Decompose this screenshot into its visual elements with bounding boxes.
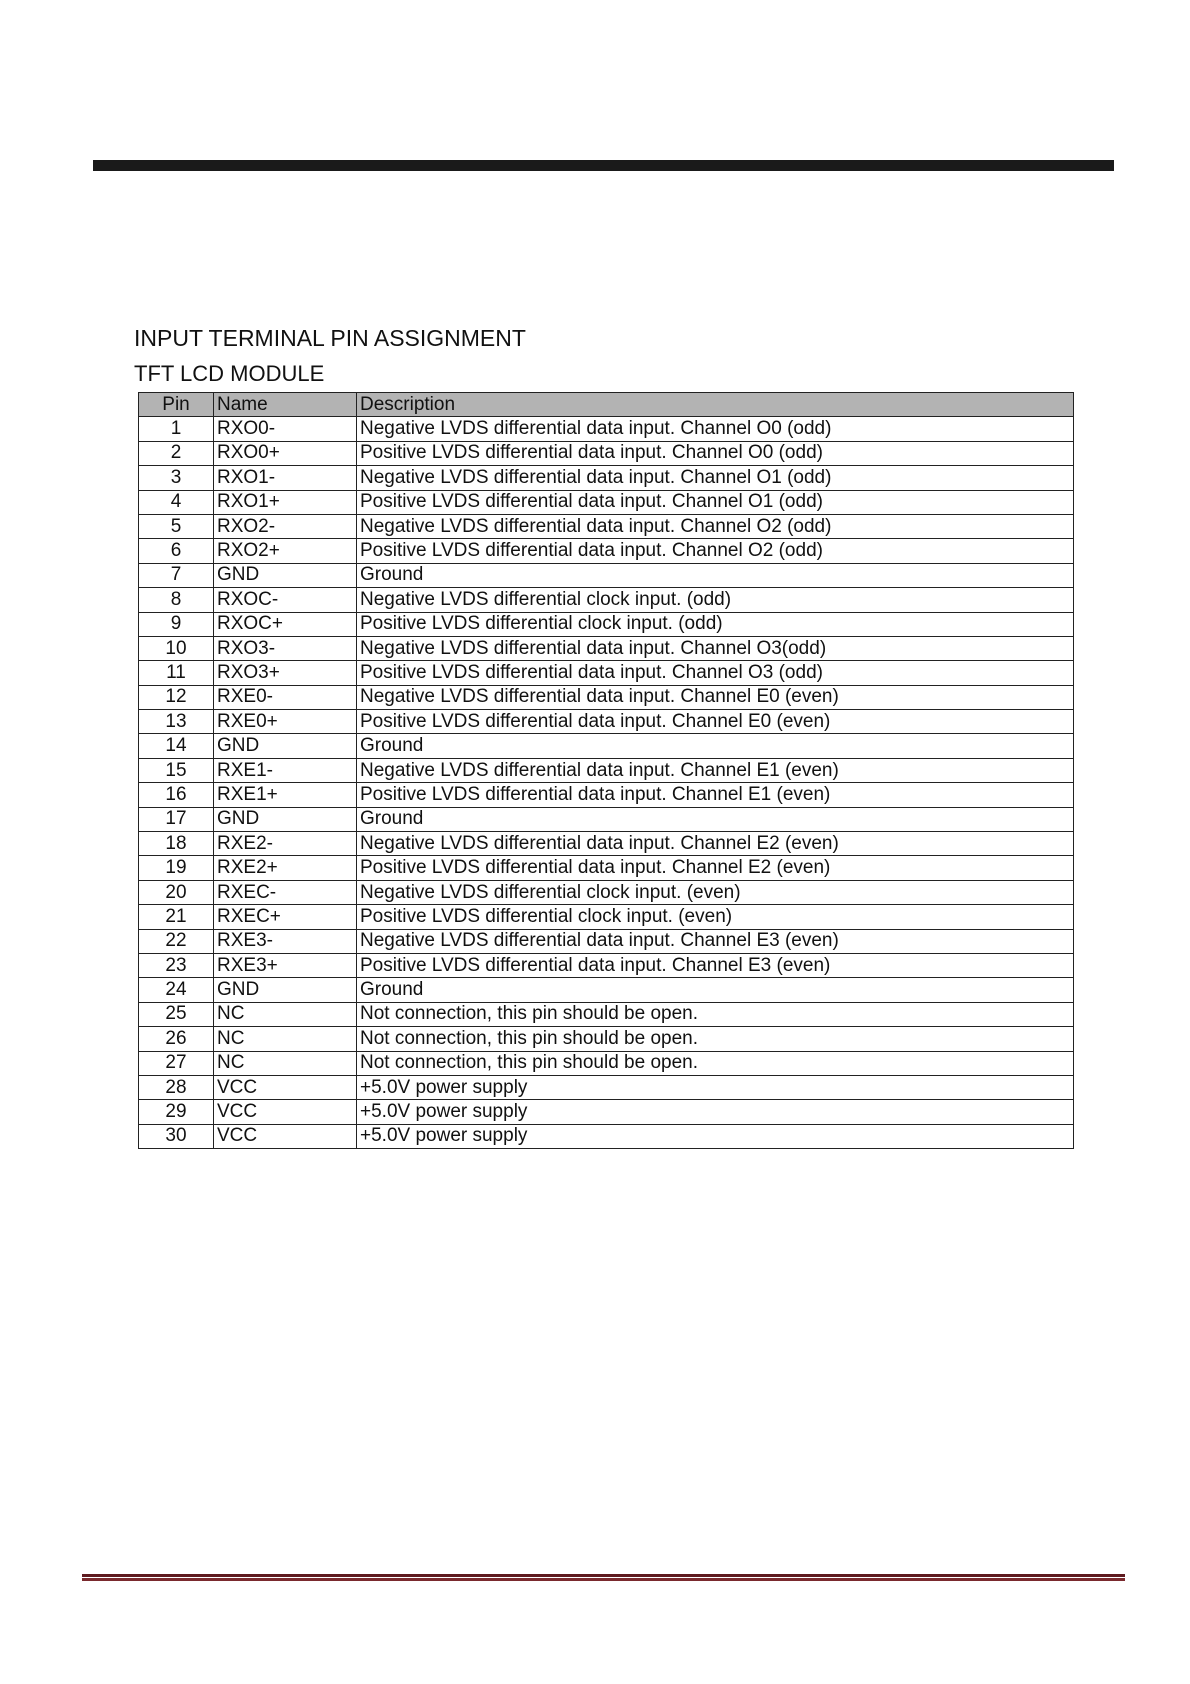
description-cell: +5.0V power supply bbox=[357, 1124, 1074, 1148]
table-row bbox=[139, 734, 1074, 758]
table-row bbox=[139, 490, 1074, 514]
pin-cell: 30 bbox=[139, 1124, 214, 1148]
name-cell: RXO1- bbox=[214, 466, 357, 490]
pin-cell: 14 bbox=[139, 734, 214, 758]
table-row bbox=[139, 1075, 1074, 1099]
name-cell: RXO0- bbox=[214, 417, 357, 441]
description-cell: Ground bbox=[357, 563, 1074, 587]
pin-cell: 23 bbox=[139, 953, 214, 977]
pin-cell: 21 bbox=[139, 905, 214, 929]
name-cell: RXE1- bbox=[214, 758, 357, 782]
name-cell: VCC bbox=[214, 1124, 357, 1148]
name-cell: GND bbox=[214, 734, 357, 758]
pin-cell: 26 bbox=[139, 1027, 214, 1051]
name-cell: GND bbox=[214, 807, 357, 831]
description-cell: Positive LVDS differential data input. Channel E1 (even) bbox=[357, 783, 1074, 807]
pin-cell: 20 bbox=[139, 880, 214, 904]
description-cell: Negative LVDS differential data input. Channel O2 (odd) bbox=[357, 514, 1074, 538]
description-cell: Positive LVDS differential data input. Channel O1 (odd) bbox=[357, 490, 1074, 514]
table-row bbox=[139, 563, 1074, 587]
pin-cell: 27 bbox=[139, 1051, 214, 1075]
table-row bbox=[139, 832, 1074, 856]
header-description: Description bbox=[357, 393, 1074, 417]
description-cell: Positive LVDS differential data input. Channel E2 (even) bbox=[357, 856, 1074, 880]
description-cell: Negative LVDS differential data input. Channel O3(odd) bbox=[357, 636, 1074, 660]
name-cell: RXE2+ bbox=[214, 856, 357, 880]
table-header-row bbox=[139, 393, 1074, 417]
table-row bbox=[139, 612, 1074, 636]
pin-cell: 25 bbox=[139, 1002, 214, 1026]
name-cell: RXE1+ bbox=[214, 783, 357, 807]
name-cell: RXO2- bbox=[214, 514, 357, 538]
name-cell: RXEC- bbox=[214, 880, 357, 904]
description-cell: Positive LVDS differential data input. Channel O2 (odd) bbox=[357, 539, 1074, 563]
name-cell: NC bbox=[214, 1002, 357, 1026]
description-cell: +5.0V power supply bbox=[357, 1075, 1074, 1099]
table-row bbox=[139, 905, 1074, 929]
description-cell: Positive LVDS differential clock input. (odd) bbox=[357, 612, 1074, 636]
table-row bbox=[139, 953, 1074, 977]
header-pin: Pin bbox=[139, 393, 214, 417]
table-row bbox=[139, 417, 1074, 441]
description-cell: Negative LVDS differential data input. Channel O1 (odd) bbox=[357, 466, 1074, 490]
description-cell: Negative LVDS differential data input. Channel E2 (even) bbox=[357, 832, 1074, 856]
table-row bbox=[139, 929, 1074, 953]
table-row bbox=[139, 636, 1074, 660]
table-row bbox=[139, 978, 1074, 1002]
table-row bbox=[139, 1100, 1074, 1124]
table-row bbox=[139, 710, 1074, 734]
bottom-rule-band bbox=[82, 1578, 1125, 1581]
pin-cell: 22 bbox=[139, 929, 214, 953]
name-cell: RXE2- bbox=[214, 832, 357, 856]
pin-cell: 13 bbox=[139, 710, 214, 734]
name-cell: RXO1+ bbox=[214, 490, 357, 514]
table-row bbox=[139, 588, 1074, 612]
pin-cell: 4 bbox=[139, 490, 214, 514]
bottom-rule-band bbox=[82, 1574, 1125, 1577]
table-row bbox=[139, 661, 1074, 685]
pin-cell: 9 bbox=[139, 612, 214, 636]
name-cell: RXE3- bbox=[214, 929, 357, 953]
name-cell: VCC bbox=[214, 1100, 357, 1124]
table-row bbox=[139, 1051, 1074, 1075]
table-body bbox=[139, 417, 1074, 1149]
name-cell: RXO3+ bbox=[214, 661, 357, 685]
description-cell: Positive LVDS differential data input. Channel E3 (even) bbox=[357, 953, 1074, 977]
description-cell: Negative LVDS differential data input. Channel E3 (even) bbox=[357, 929, 1074, 953]
name-cell: RXEC+ bbox=[214, 905, 357, 929]
description-cell: Ground bbox=[357, 807, 1074, 831]
table-row bbox=[139, 685, 1074, 709]
name-cell: RXO3- bbox=[214, 636, 357, 660]
pin-cell: 18 bbox=[139, 832, 214, 856]
pin-cell: 24 bbox=[139, 978, 214, 1002]
description-cell: +5.0V power supply bbox=[357, 1100, 1074, 1124]
table-row bbox=[139, 880, 1074, 904]
module-subtitle: TFT LCD MODULE bbox=[134, 361, 325, 386]
table-row bbox=[139, 856, 1074, 880]
pin-cell: 7 bbox=[139, 563, 214, 587]
pin-cell: 16 bbox=[139, 783, 214, 807]
bottom-rule bbox=[82, 1574, 1125, 1582]
table-row bbox=[139, 1027, 1074, 1051]
table-row bbox=[139, 441, 1074, 465]
table-row bbox=[139, 466, 1074, 490]
pin-cell: 3 bbox=[139, 466, 214, 490]
name-cell: NC bbox=[214, 1027, 357, 1051]
name-cell: RXO0+ bbox=[214, 441, 357, 465]
description-cell: Negative LVDS differential clock input. (even) bbox=[357, 880, 1074, 904]
table-row bbox=[139, 539, 1074, 563]
pin-cell: 17 bbox=[139, 807, 214, 831]
header-name: Name bbox=[214, 393, 357, 417]
name-cell: RXO2+ bbox=[214, 539, 357, 563]
pin-cell: 29 bbox=[139, 1100, 214, 1124]
description-cell: Positive LVDS differential data input. Channel O0 (odd) bbox=[357, 441, 1074, 465]
pin-cell: 5 bbox=[139, 514, 214, 538]
name-cell: VCC bbox=[214, 1075, 357, 1099]
section-title: INPUT TERMINAL PIN ASSIGNMENT bbox=[134, 325, 526, 351]
table-row bbox=[139, 758, 1074, 782]
description-cell: Ground bbox=[357, 734, 1074, 758]
name-cell: GND bbox=[214, 563, 357, 587]
pin-cell: 8 bbox=[139, 588, 214, 612]
description-cell: Negative LVDS differential clock input. (odd) bbox=[357, 588, 1074, 612]
description-cell: Positive LVDS differential data input. Channel O3 (odd) bbox=[357, 661, 1074, 685]
description-cell: Negative LVDS differential data input. Channel E1 (even) bbox=[357, 758, 1074, 782]
name-cell: RXOC- bbox=[214, 588, 357, 612]
description-cell: Ground bbox=[357, 978, 1074, 1002]
top-rule bbox=[93, 160, 1114, 171]
name-cell: RXE0+ bbox=[214, 710, 357, 734]
description-cell: Negative LVDS differential data input. Channel O0 (odd) bbox=[357, 417, 1074, 441]
name-cell: NC bbox=[214, 1051, 357, 1075]
name-cell: RXE3+ bbox=[214, 953, 357, 977]
name-cell: RXE0- bbox=[214, 685, 357, 709]
pin-assignment-table bbox=[138, 392, 1074, 1149]
description-cell: Not connection, this pin should be open. bbox=[357, 1002, 1074, 1026]
table-row bbox=[139, 1124, 1074, 1148]
description-cell: Positive LVDS differential data input. Channel E0 (even) bbox=[357, 710, 1074, 734]
table-row bbox=[139, 807, 1074, 831]
description-cell: Positive LVDS differential clock input. (even) bbox=[357, 905, 1074, 929]
pin-cell: 15 bbox=[139, 758, 214, 782]
pin-cell: 12 bbox=[139, 685, 214, 709]
table-row bbox=[139, 783, 1074, 807]
pin-cell: 19 bbox=[139, 856, 214, 880]
pin-cell: 6 bbox=[139, 539, 214, 563]
pin-cell: 11 bbox=[139, 661, 214, 685]
pin-cell: 10 bbox=[139, 636, 214, 660]
pin-cell: 2 bbox=[139, 441, 214, 465]
description-cell: Not connection, this pin should be open. bbox=[357, 1051, 1074, 1075]
table-row bbox=[139, 514, 1074, 538]
name-cell: GND bbox=[214, 978, 357, 1002]
pin-cell: 28 bbox=[139, 1075, 214, 1099]
name-cell: RXOC+ bbox=[214, 612, 357, 636]
description-cell: Not connection, this pin should be open. bbox=[357, 1027, 1074, 1051]
pin-cell: 1 bbox=[139, 417, 214, 441]
table-row bbox=[139, 1002, 1074, 1026]
description-cell: Negative LVDS differential data input. Channel E0 (even) bbox=[357, 685, 1074, 709]
